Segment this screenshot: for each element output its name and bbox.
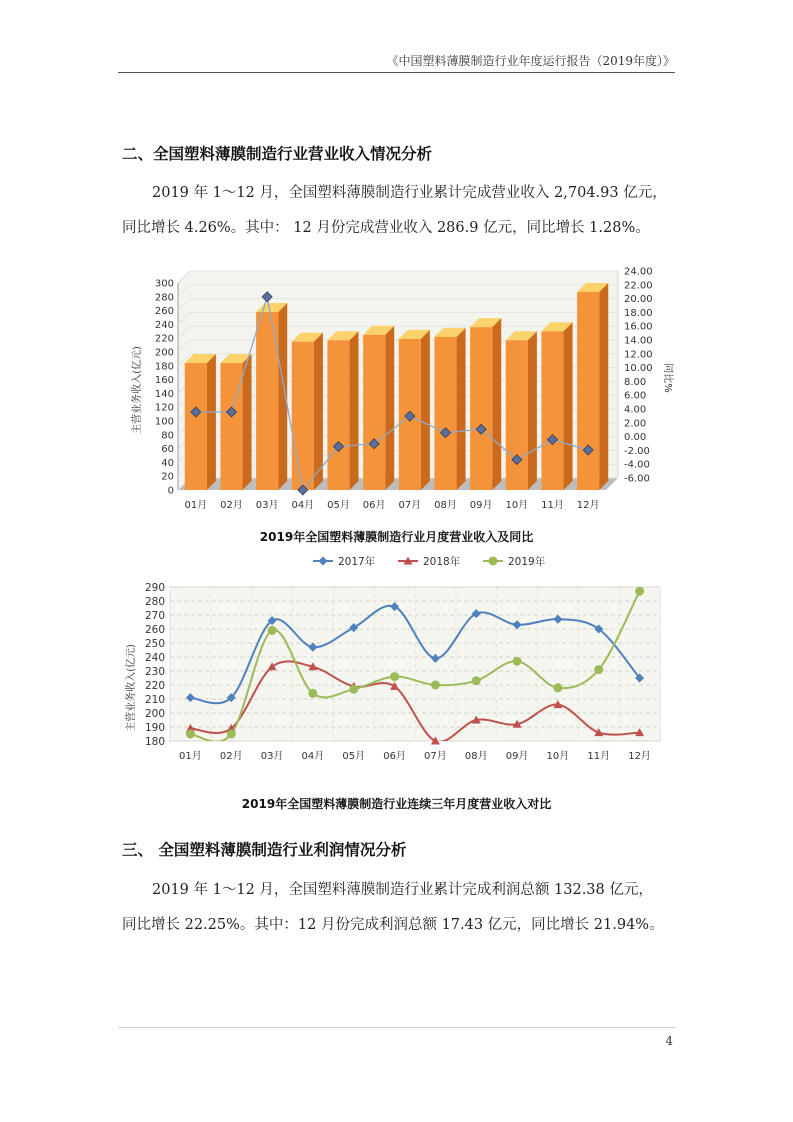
chart1-y2-tick-label: 12.00: [624, 349, 653, 361]
chart1-y2-tick-label: 14.00: [624, 335, 653, 347]
chart1-caption: 2019年全国塑料薄膜制造行业月度营业收入及同比: [259, 530, 534, 544]
chart2-x-tick-label: 01月: [179, 751, 202, 762]
chart1-bar: [541, 331, 563, 490]
chart1-bar-side: [599, 283, 608, 490]
chart1-y-tick-label: 20: [161, 471, 174, 483]
section3-line2: 同比增长 22.25%。其中：12 月份完成利润总额 17.43 亿元，同比增长 21.94%。: [122, 917, 664, 933]
series-marker-circle: [308, 689, 317, 698]
chart1-y-axis-label: 主营业务收入(亿元): [132, 346, 143, 434]
chart2-x-tick-label: 07月: [424, 751, 447, 762]
chart1-bar-side: [457, 328, 466, 490]
chart1-x-tick-label: 02月: [220, 500, 243, 511]
chart1-y2-tick-label: -6.00: [624, 473, 650, 485]
chart1-y2-tick-label: 20.00: [624, 294, 653, 306]
section2-heading: 二、全国塑料薄膜制造行业营业收入情况分析: [122, 145, 433, 163]
chart1-y2-tick-label: 0.00: [624, 432, 647, 444]
chart1-x-tick-label: 11月: [541, 500, 564, 511]
chart1-y-tick-label: 220: [154, 333, 174, 345]
chart1-x-tick-label: 04月: [291, 500, 315, 511]
section3-line1: 2019 年 1～12 月，全国塑料薄膜制造行业累计完成利润总额 132.38 亿元，: [152, 882, 653, 898]
chart1-bar: [363, 335, 385, 490]
series-marker-circle: [349, 685, 358, 694]
chart2-x-tick-label: 11月: [587, 751, 611, 762]
chart2-x-tick-label: 10月: [546, 751, 570, 762]
chart1-y-tick-label: 140: [154, 388, 174, 400]
series-marker-circle: [186, 730, 195, 739]
series-marker-circle: [390, 672, 399, 681]
chart1-bar: [220, 363, 242, 490]
chart2-x-tick-label: 12月: [628, 751, 651, 762]
footer-divider: [118, 1027, 675, 1028]
section3-heading: 三、 全国塑料薄膜制造行业利润情况分析: [122, 841, 407, 859]
chart1-x-tick-label: 08月: [434, 500, 457, 511]
chart2-y-tick-label: 190: [144, 722, 165, 734]
chart1-y-tick-label: 120: [154, 402, 174, 414]
series-marker-circle: [594, 665, 603, 674]
chart2-y-tick-label: 280: [144, 596, 165, 608]
chart1-y-tick-label: 60: [161, 444, 174, 456]
chart2-y-tick-label: 200: [144, 708, 165, 720]
chart1-x-tick-label: 10月: [505, 500, 529, 511]
series-marker-circle: [553, 683, 562, 692]
chart1-y-tick-label: 40: [161, 457, 174, 469]
chart1-y-tick-label: 200: [154, 347, 174, 359]
chart1-y2-tick-label: 24.00: [624, 266, 653, 278]
chart2-x-tick-label: 08月: [464, 751, 488, 762]
chart2-x-tick-label: 06月: [383, 751, 406, 762]
chart1-y2-tick-label: 16.00: [624, 321, 653, 333]
chart2-legend-label: 2019年: [508, 556, 546, 568]
series-marker-circle: [431, 681, 440, 690]
chart1-y2-tick-label: 4.00: [624, 404, 647, 416]
chart1-bar: [292, 342, 314, 490]
section3-paragraph: [122, 873, 682, 943]
chart1-x-tick-label: 09月: [469, 500, 493, 511]
chart1-bar: [434, 337, 456, 490]
series-marker-circle: [513, 657, 522, 666]
chart2-legend-label: 2018年: [423, 556, 461, 568]
chart2-caption: 2019年全国塑料薄膜制造行业连续三年月度营业收入对比: [241, 797, 552, 811]
chart1-bar-side: [492, 318, 501, 490]
chart2-x-tick-label: 05月: [342, 751, 366, 762]
chart2-y-axis-label: 主营业务收入(亿元): [126, 644, 137, 732]
chart1-bar: [327, 340, 349, 490]
chart1-y-tick-label: 80: [161, 430, 174, 442]
monthly-revenue-bar-chart: [118, 263, 678, 523]
header-divider: [118, 72, 675, 73]
chart1-bar-side: [350, 331, 359, 490]
chart1-bar-side: [564, 322, 573, 490]
chart1-y2-tick-label: 6.00: [624, 390, 647, 402]
chart1-bar-side: [243, 354, 252, 490]
chart1-x-tick-label: 03月: [255, 500, 279, 511]
chart1-y-tick-label: 280: [154, 292, 174, 304]
chart1-x-tick-label: 12月: [576, 500, 600, 511]
chart1-y2-tick-label: -2.00: [624, 445, 650, 457]
chart1-bar-side: [385, 326, 394, 490]
section2-line2: 同比增长 4.26%。其中： 12 月份完成营业收入 286.9 亿元，同比增长 1.28%。: [122, 220, 650, 236]
chart1-y-tick-label: 100: [154, 416, 174, 428]
series-marker-circle: [489, 557, 498, 566]
chart1-y2-tick-label: 8.00: [624, 376, 647, 388]
section2-line1: 2019 年 1～12 月，全国塑料薄膜制造行业累计完成营业收入 2,704.93 亿元，: [152, 185, 667, 201]
chart1-x-tick-label: 07月: [398, 500, 422, 511]
chart2-y-tick-label: 230: [144, 666, 165, 678]
series-marker-circle: [472, 676, 481, 685]
report-header-title: 《中国塑料薄膜制造行业年度运行报告（2019年度）》: [386, 54, 675, 68]
three-year-revenue-line-chart: [118, 548, 678, 770]
chart2-y-tick-label: 180: [144, 736, 165, 748]
chart1-bar: [470, 327, 492, 490]
chart1-x-tick-label: 05月: [327, 500, 350, 511]
chart2-y-tick-label: 240: [144, 652, 165, 664]
chart1-y-tick-label: 260: [154, 306, 174, 318]
chart1-bar: [577, 292, 599, 490]
chart1-y-tick-label: 300: [154, 278, 174, 290]
chart1-bar-side: [528, 331, 537, 490]
chart2-y-tick-label: 220: [144, 680, 165, 692]
chart1-y2-axis-label: 同比%: [662, 363, 673, 393]
chart2-x-tick-label: 03月: [260, 751, 284, 762]
chart2-y-tick-label: 270: [144, 610, 165, 622]
chart2-y-tick-label: 290: [144, 582, 165, 594]
series-marker-circle: [635, 587, 644, 596]
chart1-y2-tick-label: 22.00: [624, 280, 653, 292]
chart1-y-tick-label: 0: [167, 485, 174, 497]
chart1-x-tick-label: 01月: [184, 500, 208, 511]
chart2-y-tick-label: 250: [144, 638, 165, 650]
chart2-y-tick-label: 260: [144, 624, 165, 636]
series-marker-circle: [227, 730, 236, 739]
page-number: 4: [665, 1034, 673, 1048]
chart1-y2-tick-label: 2.00: [624, 418, 647, 430]
chart1-bar: [185, 363, 207, 490]
chart2-x-tick-label: 04月: [301, 751, 325, 762]
chart1-x-tick-label: 06月: [362, 500, 386, 511]
chart1-bar: [506, 340, 528, 490]
chart2-legend-label: 2017年: [338, 556, 376, 568]
chart2-x-tick-label: 02月: [219, 751, 243, 762]
chart1-bar-side: [207, 354, 216, 490]
chart1-y-tick-label: 160: [154, 375, 174, 387]
chart2-y-tick-label: 210: [144, 694, 165, 706]
chart1-y2-tick-label: 18.00: [624, 307, 653, 319]
section2-paragraph: [122, 176, 682, 246]
chart2-x-tick-label: 09月: [505, 751, 529, 762]
series-marker-circle: [268, 626, 277, 635]
chart1-y2-tick-label: 10.00: [624, 363, 653, 375]
chart1-bar-side: [421, 330, 430, 490]
chart1-y2-tick-label: -4.00: [624, 459, 650, 471]
chart1-y-tick-label: 240: [154, 319, 174, 331]
chart1-y-tick-label: 180: [154, 361, 174, 373]
